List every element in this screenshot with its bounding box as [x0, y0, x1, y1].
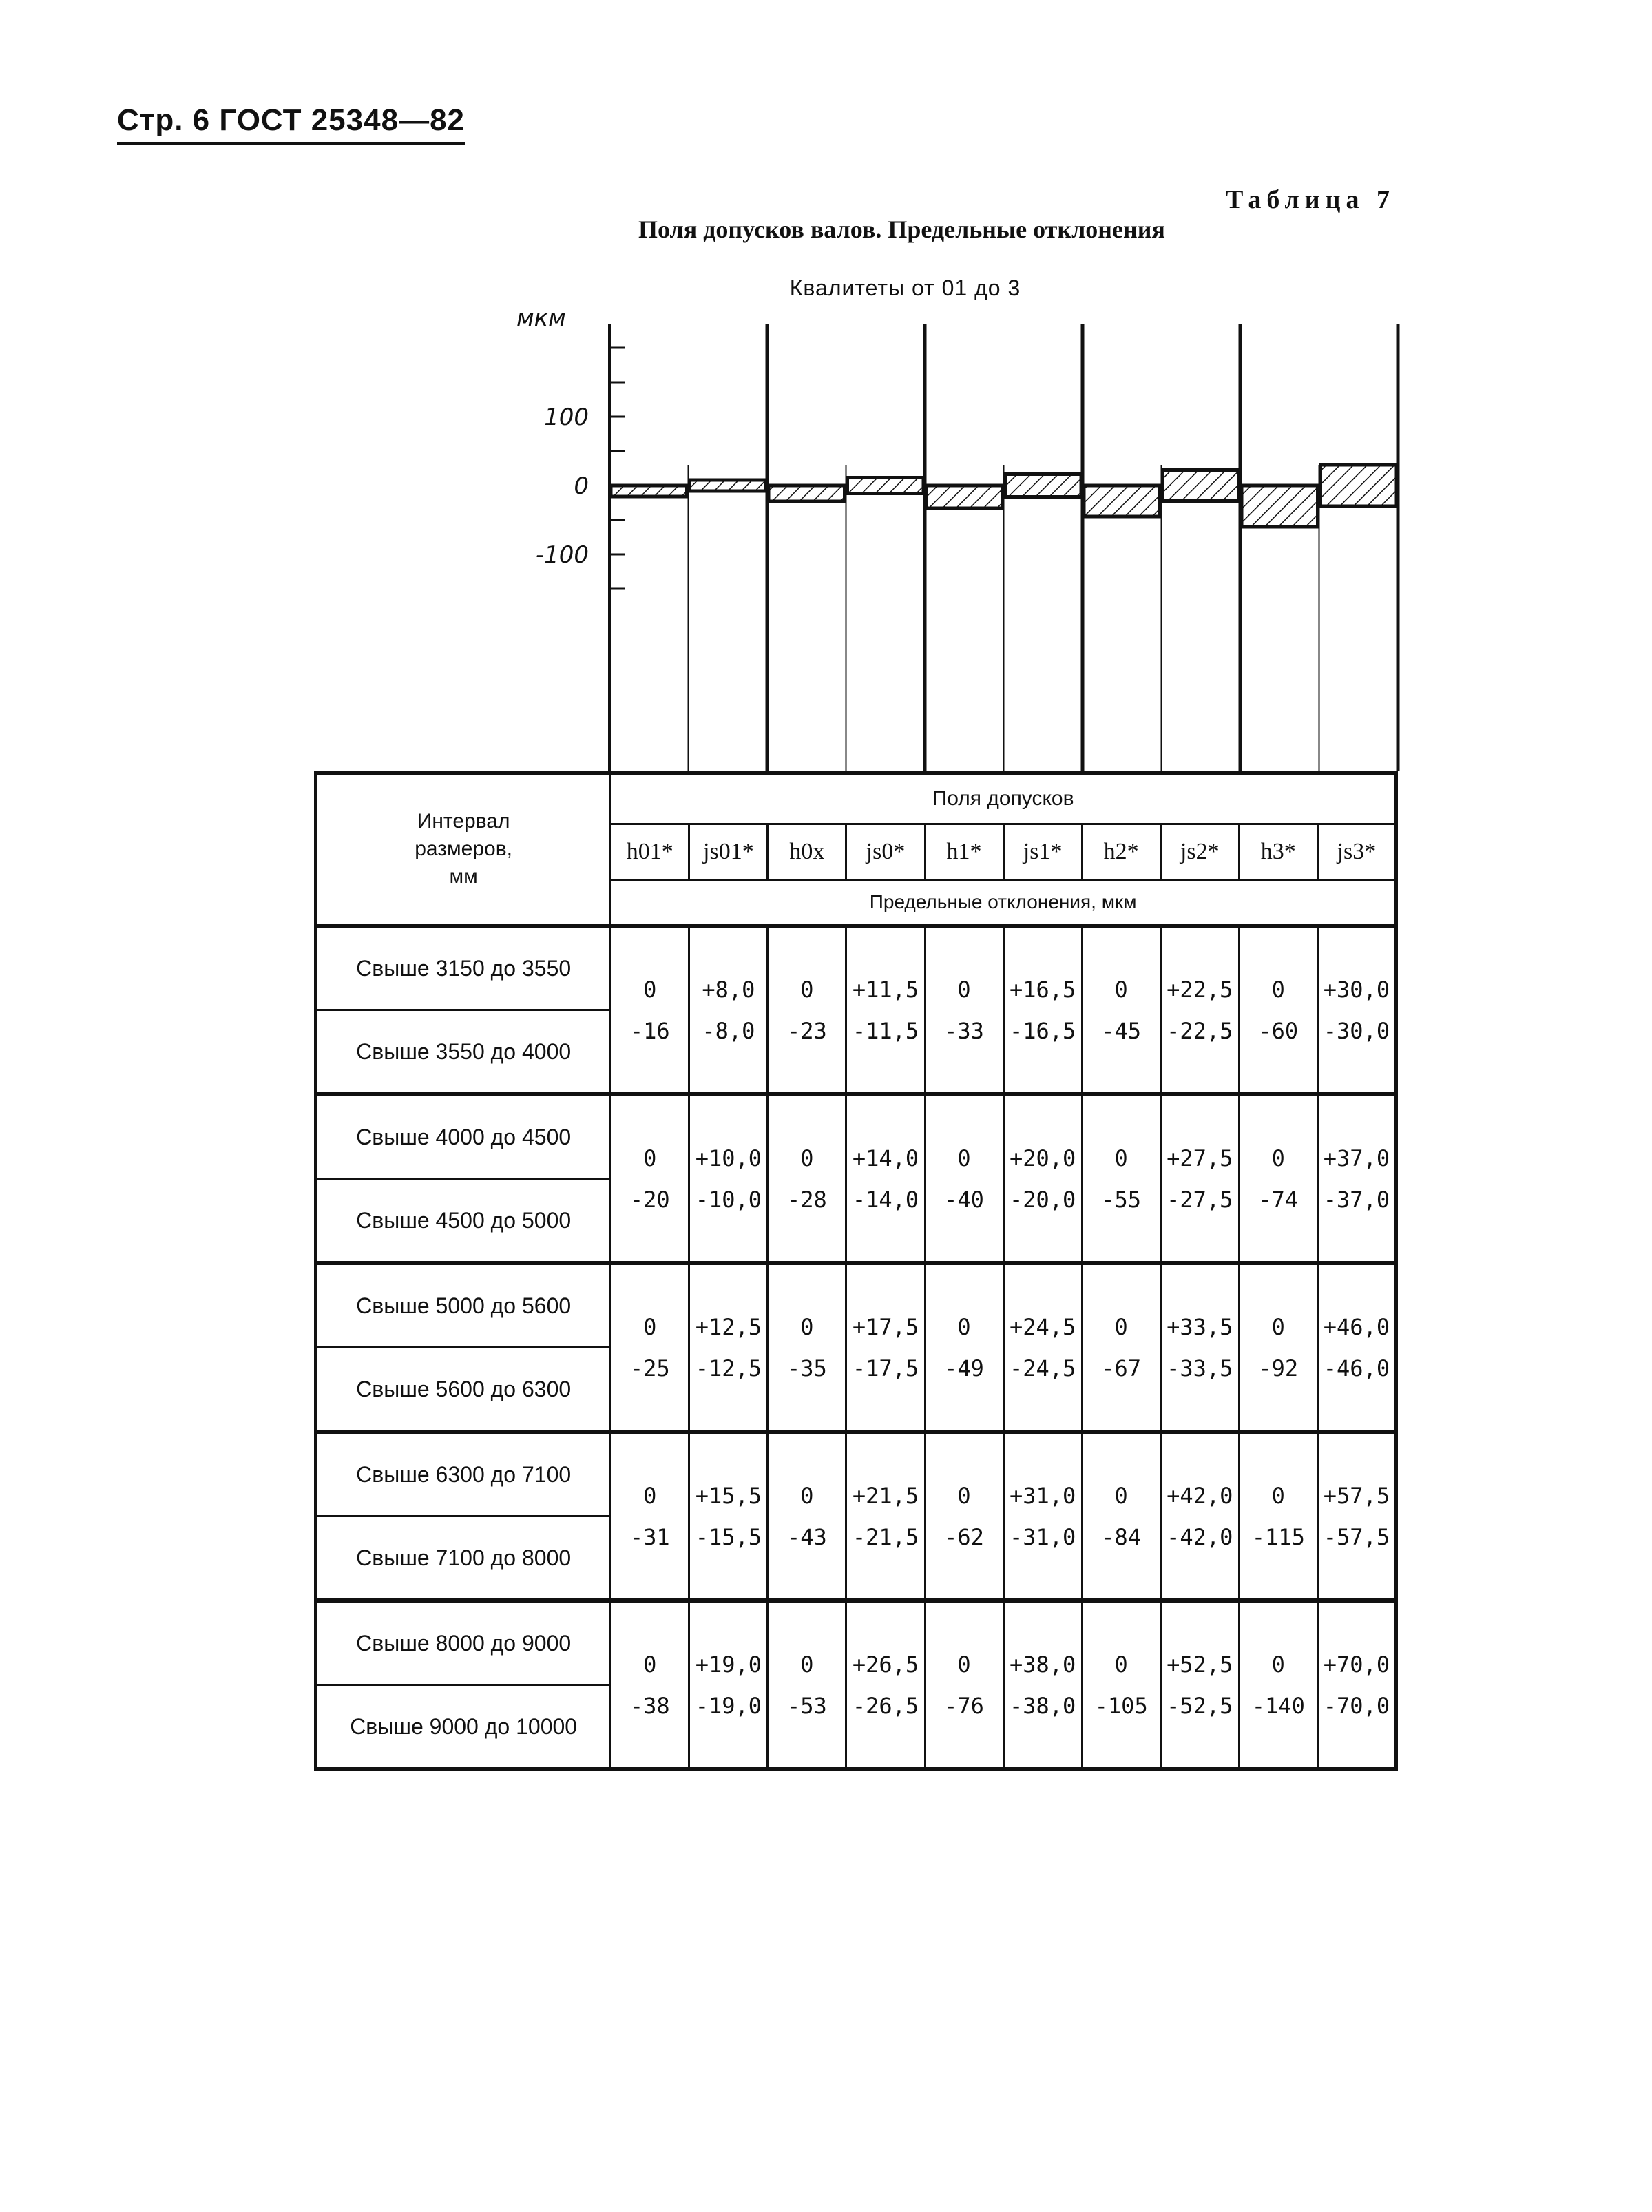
- table-row: [316, 1263, 1397, 1348]
- upper-deviation: +21,5: [852, 1482, 919, 1509]
- deviation-cell: [1239, 1432, 1317, 1600]
- table-row: [316, 1600, 1397, 1685]
- lower-deviation: -92: [1258, 1355, 1299, 1381]
- deviation-cell: [611, 1600, 689, 1769]
- field-header-h01: h01*: [611, 824, 689, 880]
- deviation-cell: [1003, 1600, 1082, 1769]
- deviation-cell: [1003, 1263, 1082, 1432]
- deviation-cell: [846, 1263, 925, 1432]
- deviation-cell: [1082, 1600, 1160, 1769]
- y-tick-label: 0: [574, 472, 589, 500]
- lower-deviation: -31,0: [1009, 1523, 1076, 1550]
- deviation-cell: [846, 1600, 925, 1769]
- upper-deviation: +12,5: [695, 1313, 762, 1340]
- deviation-cell: [1003, 926, 1082, 1094]
- upper-deviation: +38,0: [1009, 1651, 1076, 1678]
- deviation-cell: [1317, 926, 1396, 1094]
- upper-deviation: 0: [1114, 1313, 1128, 1340]
- lower-deviation: -52,5: [1167, 1692, 1233, 1719]
- lower-deviation: -45: [1101, 1017, 1142, 1044]
- lower-deviation: -16,5: [1009, 1017, 1076, 1044]
- bar-js01: [690, 480, 766, 491]
- field-header-h0: h0x: [768, 824, 846, 880]
- lower-deviation: -105: [1094, 1692, 1148, 1719]
- tolerance-chart: [482, 313, 1405, 775]
- deviation-cell: [1239, 1600, 1317, 1769]
- upper-deviation: 0: [1114, 1145, 1128, 1171]
- bar-h1: [926, 486, 1003, 508]
- upper-deviation: +17,5: [852, 1313, 919, 1340]
- upper-deviation: 0: [1271, 1313, 1285, 1340]
- upper-deviation: +19,0: [695, 1651, 762, 1678]
- field-header-h3: h3*: [1239, 824, 1317, 880]
- deviation-cell: [846, 1432, 925, 1600]
- lower-deviation: -84: [1101, 1523, 1142, 1550]
- lower-deviation: -8,0: [702, 1017, 755, 1044]
- interval-cell: Свыше 3150 до 3550: [316, 926, 611, 1010]
- deviation-cell: [1003, 1094, 1082, 1263]
- bar-h0: [769, 486, 845, 501]
- lower-deviation: -115: [1251, 1523, 1305, 1550]
- lower-deviation: -22,5: [1167, 1017, 1233, 1044]
- interval-cell: Свыше 9000 до 10000: [316, 1685, 611, 1769]
- upper-deviation: +11,5: [852, 976, 919, 1003]
- interval-cell: Свыше 8000 до 9000: [316, 1600, 611, 1685]
- lower-deviation: -67: [1101, 1355, 1142, 1381]
- interval-cell: Свыше 6300 до 7100: [316, 1432, 611, 1516]
- field-header-js0: js0*: [846, 824, 925, 880]
- upper-deviation: +46,0: [1323, 1313, 1390, 1340]
- deviation-cell: [611, 926, 689, 1094]
- deviation-cell: [925, 1094, 1003, 1263]
- deviation-cell: [1160, 1094, 1239, 1263]
- deviation-cell: [1239, 1094, 1317, 1263]
- upper-deviation: 0: [800, 1313, 814, 1340]
- lower-deviation: -53: [787, 1692, 827, 1719]
- deviation-cell: [768, 1094, 846, 1263]
- lower-deviation: -38,0: [1009, 1692, 1076, 1719]
- lower-deviation: -76: [944, 1692, 984, 1719]
- upper-deviation: 0: [800, 1482, 814, 1509]
- interval-cell: Свыше 5600 до 6300: [316, 1348, 611, 1432]
- upper-deviation: 0: [957, 1482, 971, 1509]
- lower-deviation: -35: [787, 1355, 827, 1381]
- deviation-cell: [611, 1432, 689, 1600]
- interval-cell: Свыше 7100 до 8000: [316, 1516, 611, 1601]
- lower-deviation: -70,0: [1323, 1692, 1390, 1719]
- upper-deviation: 0: [1271, 1145, 1285, 1171]
- bar-h3: [1242, 486, 1318, 527]
- interval-header-line: размеров,: [415, 837, 512, 860]
- lower-deviation: -46,0: [1323, 1355, 1390, 1381]
- lower-deviation: -21,5: [852, 1523, 919, 1550]
- lower-deviation: -25: [629, 1355, 670, 1381]
- lower-deviation: -27,5: [1167, 1186, 1233, 1213]
- upper-deviation: 0: [800, 976, 814, 1003]
- bar-js1: [1005, 474, 1082, 497]
- upper-deviation: 0: [1114, 1482, 1128, 1509]
- lower-deviation: -140: [1251, 1692, 1305, 1719]
- deviation-cell: [1160, 1432, 1239, 1600]
- upper-deviation: 0: [643, 1482, 657, 1509]
- upper-deviation: 0: [1271, 976, 1285, 1003]
- upper-deviation: +52,5: [1167, 1651, 1233, 1678]
- interval-cell: Свыше 4000 до 4500: [316, 1094, 611, 1179]
- deviation-cell: [1160, 926, 1239, 1094]
- lower-deviation: -23: [787, 1017, 827, 1044]
- deviation-cell: [689, 1094, 768, 1263]
- y-tick-label: 100: [544, 404, 589, 431]
- deviation-cell: [768, 1600, 846, 1769]
- lower-deviation: -74: [1258, 1186, 1299, 1213]
- lower-deviation: -42,0: [1167, 1523, 1233, 1550]
- lower-deviation: -11,5: [852, 1017, 919, 1044]
- lower-deviation: -30,0: [1323, 1017, 1390, 1044]
- lower-deviation: -43: [787, 1523, 827, 1550]
- table-row: [316, 1432, 1397, 1516]
- interval-header-line: Интервал: [417, 810, 510, 833]
- upper-deviation: 0: [800, 1145, 814, 1171]
- deviation-cell: [925, 926, 1003, 1094]
- bar-js2: [1163, 470, 1240, 501]
- field-header-js01: js01*: [689, 824, 768, 880]
- table-row: [316, 926, 1397, 1010]
- deviation-cell: [1003, 1432, 1082, 1600]
- lower-deviation: -37,0: [1323, 1186, 1390, 1213]
- table-row: [316, 1094, 1397, 1179]
- deviation-cell: [1082, 1432, 1160, 1600]
- deviation-cell: [1239, 926, 1317, 1094]
- deviation-cell: [689, 1600, 768, 1769]
- upper-deviation: +20,0: [1009, 1145, 1076, 1171]
- deviation-cell: [611, 1263, 689, 1432]
- upper-deviation: +42,0: [1167, 1482, 1233, 1509]
- tolerance-table: [314, 771, 1398, 1771]
- deviation-cell: [1082, 926, 1160, 1094]
- deviation-cell: [925, 1432, 1003, 1600]
- bar-h2: [1084, 486, 1160, 517]
- deviation-cell: [611, 1094, 689, 1263]
- interval-cell: Свыше 3550 до 4000: [316, 1010, 611, 1095]
- lower-deviation: -20: [629, 1186, 670, 1213]
- lower-deviation: -40: [944, 1186, 984, 1213]
- deviation-cell: [846, 1094, 925, 1263]
- lower-deviation: -10,0: [695, 1186, 762, 1213]
- upper-deviation: +22,5: [1167, 976, 1233, 1003]
- upper-deviation: 0: [957, 1651, 971, 1678]
- upper-deviation: 0: [1271, 1651, 1285, 1678]
- page-header: Стр. 6 ГОСТ 25348—82: [117, 103, 465, 145]
- deviation-cell: [768, 1263, 846, 1432]
- lower-deviation: -60: [1258, 1017, 1299, 1044]
- upper-deviation: 0: [643, 976, 657, 1003]
- y-axis-label: мкм: [516, 313, 566, 332]
- upper-deviation: 0: [643, 1651, 657, 1678]
- upper-deviation: +10,0: [695, 1145, 762, 1171]
- y-tick-label: -100: [535, 541, 589, 569]
- upper-deviation: +27,5: [1167, 1145, 1233, 1171]
- interval-header-line: мм: [449, 865, 478, 888]
- lower-deviation: -20,0: [1009, 1186, 1076, 1213]
- upper-deviation: +14,0: [852, 1145, 919, 1171]
- interval-cell: Свыше 4500 до 5000: [316, 1179, 611, 1264]
- deviation-cell: [1160, 1600, 1239, 1769]
- lower-deviation: -19,0: [695, 1692, 762, 1719]
- upper-deviation: 0: [1271, 1482, 1285, 1509]
- upper-deviation: 0: [643, 1145, 657, 1171]
- upper-deviation: +33,5: [1167, 1313, 1233, 1340]
- lower-deviation: -33: [944, 1017, 984, 1044]
- lower-deviation: -31: [629, 1523, 670, 1550]
- upper-deviation: +31,0: [1009, 1482, 1076, 1509]
- field-header-js1: js1*: [1003, 824, 1082, 880]
- upper-deviation: 0: [957, 1313, 971, 1340]
- upper-deviation: +30,0: [1323, 976, 1390, 1003]
- bar-h01: [611, 486, 687, 497]
- deviation-cell: [1317, 1432, 1396, 1600]
- lower-deviation: -17,5: [852, 1355, 919, 1381]
- lower-deviation: -49: [944, 1355, 984, 1381]
- lower-deviation: -26,5: [852, 1692, 919, 1719]
- page-title: Поля допусков валов. Предельные отклонения: [638, 216, 1165, 243]
- lower-deviation: -14,0: [852, 1186, 919, 1213]
- upper-deviation: 0: [1114, 1651, 1128, 1678]
- field-header-h1: h1*: [925, 824, 1003, 880]
- lower-deviation: -38: [629, 1692, 670, 1719]
- deviation-cell: [1082, 1094, 1160, 1263]
- deviation-cell: [689, 1263, 768, 1432]
- field-header-js3: js3*: [1317, 824, 1396, 880]
- upper-deviation: 0: [957, 976, 971, 1003]
- lower-deviation: -15,5: [695, 1523, 762, 1550]
- deviation-cell: [768, 926, 846, 1094]
- lower-deviation: -33,5: [1167, 1355, 1233, 1381]
- lower-deviation: -55: [1101, 1186, 1142, 1213]
- fields-group-header: Поля допусков: [611, 773, 1397, 824]
- deviation-cell: [1239, 1263, 1317, 1432]
- field-header-h2: h2*: [1082, 824, 1160, 880]
- deviation-cell: [925, 1600, 1003, 1769]
- deviation-cell: [768, 1432, 846, 1600]
- lower-deviation: -12,5: [695, 1355, 762, 1381]
- deviation-cell: [1317, 1600, 1396, 1769]
- deviation-cell: [1082, 1263, 1160, 1432]
- lower-deviation: -57,5: [1323, 1523, 1390, 1550]
- field-header-js2: js2*: [1160, 824, 1239, 880]
- upper-deviation: +57,5: [1323, 1482, 1390, 1509]
- upper-deviation: +37,0: [1323, 1145, 1390, 1171]
- deviations-header: Предельные отклонения, мкм: [611, 880, 1397, 926]
- upper-deviation: +70,0: [1323, 1651, 1390, 1678]
- interval-header: [316, 773, 611, 926]
- lower-deviation: -28: [787, 1186, 827, 1213]
- upper-deviation: +16,5: [1009, 976, 1076, 1003]
- deviation-cell: [1160, 1263, 1239, 1432]
- upper-deviation: +24,5: [1009, 1313, 1076, 1340]
- deviation-cell: [846, 926, 925, 1094]
- upper-deviation: +8,0: [702, 976, 755, 1003]
- bar-js3: [1321, 465, 1397, 506]
- deviation-cell: [1317, 1263, 1396, 1432]
- lower-deviation: -24,5: [1009, 1355, 1076, 1381]
- bar-js0: [848, 478, 924, 494]
- interval-cell: Свыше 5000 до 5600: [316, 1263, 611, 1348]
- upper-deviation: 0: [957, 1145, 971, 1171]
- deviation-cell: [1317, 1094, 1396, 1263]
- upper-deviation: 0: [800, 1651, 814, 1678]
- chart-subtitle: Квалитеты от 01 до 3: [789, 275, 1021, 300]
- deviation-cell: [925, 1263, 1003, 1432]
- upper-deviation: 0: [643, 1313, 657, 1340]
- deviation-cell: [689, 1432, 768, 1600]
- lower-deviation: -16: [629, 1017, 670, 1044]
- deviation-cell: [689, 926, 768, 1094]
- upper-deviation: +26,5: [852, 1651, 919, 1678]
- table-label: Таблица 7: [1226, 185, 1396, 214]
- upper-deviation: 0: [1114, 976, 1128, 1003]
- upper-deviation: +15,5: [695, 1482, 762, 1509]
- lower-deviation: -62: [944, 1523, 984, 1550]
